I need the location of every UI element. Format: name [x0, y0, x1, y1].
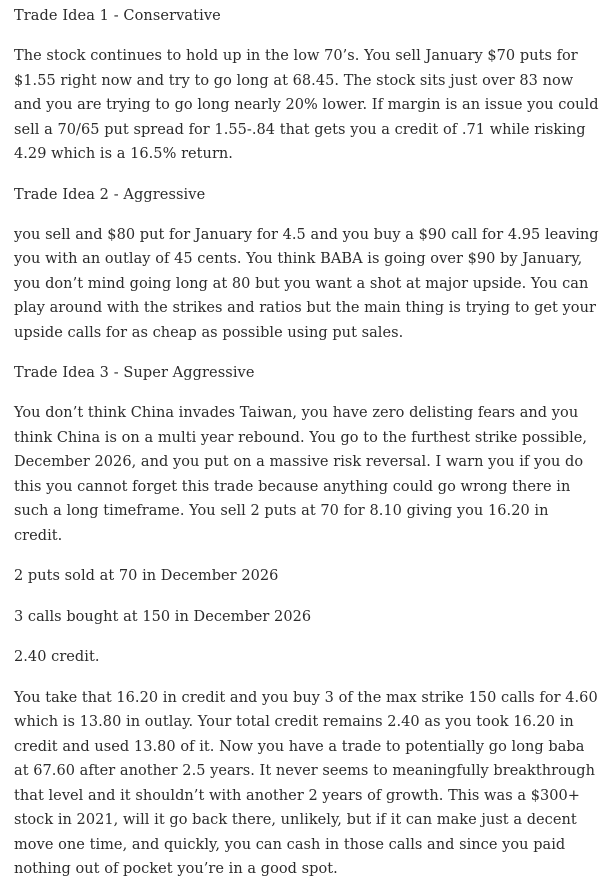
- calls-bought-line: 3 calls bought at 150 in December 2026: [14, 608, 312, 625]
- trade-idea-1-heading: Trade Idea 1 - Conservative: [14, 8, 221, 24]
- trade-idea-3-heading: Trade Idea 3 - Super Aggressive: [14, 365, 255, 381]
- puts-sold-line: 2 puts sold at 70 in December 2026: [14, 568, 279, 584]
- trade-idea-2-heading: Trade Idea 2 - Aggressive: [14, 186, 206, 203]
- trade-idea-2-paragraph: you sell and $80 put for January for 4.5 and you buy a $90 call for 4.95 leaving you with an outlay of 45 cents. You think BABA is going over $90 by January, you don’t mind going long at 80 but you want a shot at major upside. You can play around with the strikes and ratios but the main thing is trying to get your upside calls for as cheap as possible using put sales.: [14, 226, 599, 341]
- trade-idea-1-paragraph: The stock continues to hold up in the low 70’s. You sell January $70 puts for $1.55 right now and try to go long at 68.45. The stock sits just over 83 now and you are trying to go long nearly 20% lower. If margin is an issue you could sell a 70/65 put spread for 1.55-.84 that gets you a credit of .71 while risking 4.29 which is a 16.5% return.: [14, 48, 599, 162]
- trade-idea-3-explanation: You take that 16.20 in credit and you buy 3 of the max strike 150 calls for 4.60 which is 13.80 in outlay. Your total credit remains 2.40 as you took 16.20 in credit and used 13.80 of it. Now you have a trade to potentially go long baba at 67.60 after another 2.5 years. It never seems to meaningfully breakthrough that level and it shouldn’t with another 2 years of growth. This was a $300+ stock in 2021, will it go back there, unlikely, but if it can make just a decent move one time, and quickly, you can cash in those calls and since you paid nothing out of pocket you’re in a good spot.: [14, 689, 598, 877]
- credit-line: 2.40 credit.: [14, 649, 100, 665]
- trade-idea-3-paragraph: You don’t think China invades Taiwan, you have zero delisting fears and you think China is on a multi year rebound. You go to the furthest strike possible, December 2026, and you put on a massive risk reversal. I warn you if you do this you cannot forget this trade because anything could go wrong there in such a long timeframe. You sell 2 puts at 70 for 8.10 giving you 16.20 in credit.: [14, 405, 588, 544]
